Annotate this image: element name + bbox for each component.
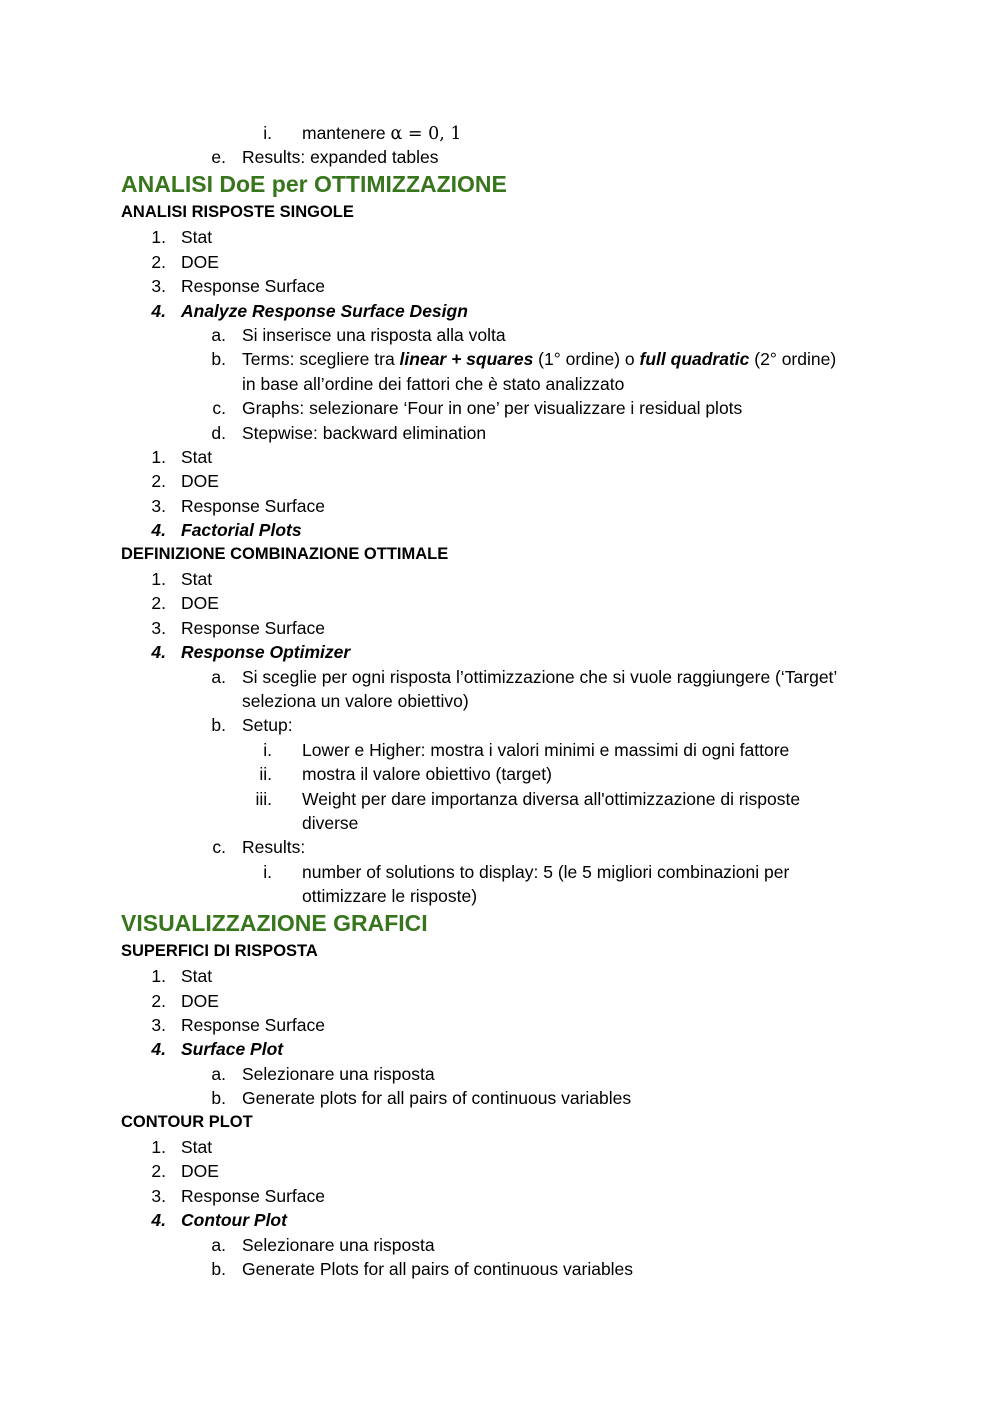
list-text: Analyze Response Surface Design [181,301,468,321]
list-text: Stat [181,1137,213,1157]
list-marker: a. [211,667,226,687]
list-text: DOE [181,252,219,272]
section-heading: ANALISI DoE per OTTIMIZZAZIONE [121,171,507,197]
list-marker: b. [211,1088,226,1108]
list-text: number of solutions to display: 5 (le 5 migliori combinazioni per [302,862,790,882]
list-marker: 4. [151,642,166,662]
list-marker: 3. [151,618,166,638]
emphasis-text: linear + squares [399,349,534,369]
list-text: Terms: scegliere tra [242,349,400,369]
list-text: Response Surface [181,276,325,296]
subsection-heading: ANALISI RISPOSTE SINGOLE [121,203,354,221]
list-text: in base all’ordine dei fattori che è stato analizzato [242,374,625,394]
list-marker: 4. [151,1210,166,1230]
list-marker: b. [211,1259,226,1279]
list-text: DOE [181,991,219,1011]
emphasis-text: full quadratic [639,349,750,369]
list-text: Results: [242,837,306,857]
list-text: Stat [181,227,213,247]
list-text: Setup: [242,715,293,735]
list-text: Weight per dare importanza diversa all'ottimizzazione di risposte [302,789,801,809]
list-text: Graphs: selezionare ‘Four in one’ per visualizzare i residual plots [242,398,743,418]
list-marker: a. [211,325,226,345]
list-marker: e. [211,147,226,167]
math-expression: α = 0, 1 [390,124,462,144]
list-marker: b. [211,715,226,735]
list-marker: 1. [151,227,166,247]
list-text: Stepwise: backward elimination [242,423,487,443]
subsection-heading: DEFINIZIONE COMBINAZIONE OTTIMALE [121,545,449,563]
subsection-heading: SUPERFICI DI RISPOSTA [121,942,318,960]
list-text: Stat [181,966,213,986]
list-text: Selezionare una risposta [242,1064,435,1084]
list-text: DOE [181,593,219,613]
list-text: (1° ordine) o [533,349,640,369]
list-text: (2° ordine) [749,349,837,369]
list-marker: c. [212,837,226,857]
list-text: Si inserisce una risposta alla volta [242,325,506,345]
list-text: ottimizzare le risposte) [302,886,478,906]
list-text: Si sceglie per ogni risposta l’ottimizzazione che si vuole raggiungere (‘Target’ [242,667,838,687]
list-text: Response Surface [181,618,325,638]
list-text: Generate plots for all pairs of continuous variables [242,1088,632,1108]
list-text: Stat [181,447,213,467]
list-text: Surface Plot [181,1039,284,1059]
list-marker: c. [212,398,226,418]
list-marker: 2. [151,991,166,1011]
list-text: Factorial Plots [181,520,302,540]
list-marker: 1. [151,1137,166,1157]
list-text: Results: expanded tables [242,147,439,167]
list-text: Response Surface [181,496,325,516]
subsection-heading: CONTOUR PLOT [121,1113,253,1131]
list-marker: ii. [259,764,272,784]
list-text: Lower e Higher: mostra i valori minimi e massimi di ogni fattore [302,740,790,760]
list-marker: 2. [151,471,166,491]
list-text: Contour Plot [181,1210,287,1230]
list-marker: d. [211,423,226,443]
list-text: Stat [181,569,213,589]
list-marker: 2. [151,593,166,613]
list-marker: b. [211,349,226,369]
list-marker: i. [263,123,272,143]
list-marker: 4. [151,520,166,540]
list-marker: a. [211,1064,226,1084]
list-marker: 3. [151,1186,166,1206]
list-marker: 2. [151,1161,166,1181]
list-marker: 1. [151,966,166,986]
list-text: DOE [181,471,219,491]
list-marker: 3. [151,496,166,516]
list-marker: 1. [151,569,166,589]
list-text: Selezionare una risposta [242,1235,435,1255]
list-text: seleziona un valore obiettivo) [242,691,469,711]
list-text: DOE [181,1161,219,1181]
list-marker: a. [211,1235,226,1255]
list-marker: 3. [151,276,166,296]
list-text: Response Surface [181,1015,325,1035]
list-text: mantenere [302,123,386,143]
list-marker: 2. [151,252,166,272]
list-text: Generate Plots for all pairs of continuous variables [242,1259,634,1279]
list-marker: 1. [151,447,166,467]
list-marker: i. [263,740,272,760]
list-text: mostra il valore obiettivo (target) [302,764,552,784]
list-text: diverse [302,813,359,833]
list-marker: iii. [255,789,272,809]
list-marker: i. [263,862,272,882]
list-marker: 4. [151,301,166,321]
list-marker: 3. [151,1015,166,1035]
list-text: Response Surface [181,1186,325,1206]
list-text: Response Optimizer [181,642,351,662]
section-heading: VISUALIZZAZIONE GRAFICI [121,910,428,936]
list-marker: 4. [151,1039,166,1059]
